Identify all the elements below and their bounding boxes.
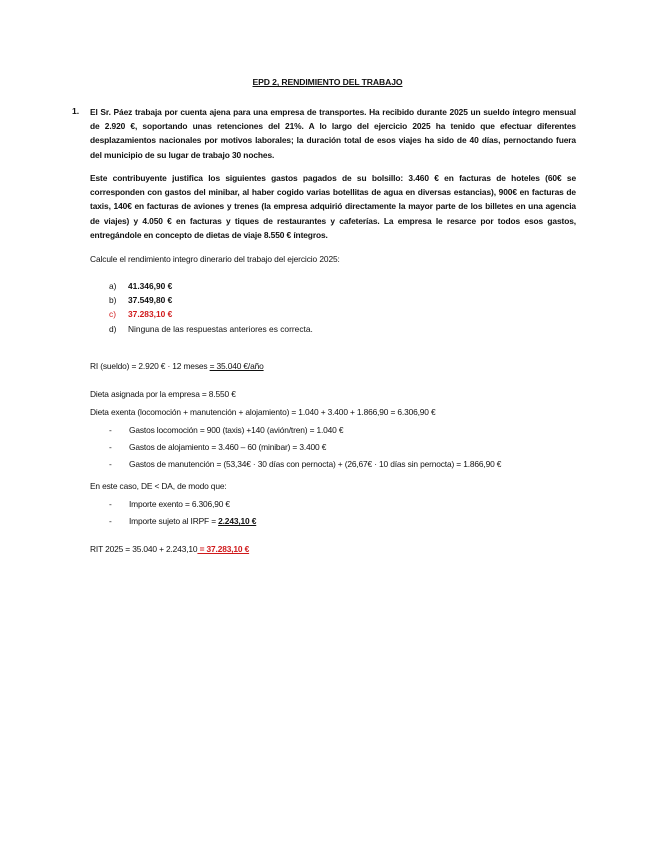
bullet-dash: - [109, 499, 112, 509]
document-title: EPD 2, RENDIMIENTO DEL TRABAJO [252, 77, 403, 87]
question-number: 1. [72, 106, 80, 116]
dieta-exenta: Dieta exenta (locomoción + manutención + alojamiento) = 1.040 + 3.400 + 1.866,90 = 6.306,90 € [90, 407, 436, 417]
option-c-correct [109, 307, 313, 321]
option-text: Ninguna de las respuestas anteriores es correcta. [128, 323, 313, 334]
option-d [109, 322, 313, 336]
question-statement: El Sr. Páez trabaja por cuenta ajena para una empresa de transportes. Ha recibido durante 2025 un sueldo íntegro mensual de 2.920 €, soportando unas retenciones del 21%. A lo largo del ejercicio 2025 ha tenido que efectuar diferentes desplazamientos nacionales por motivos laborales; la duración total de esos viajes ha sido de 40 días, pernoctando fuera del municipio de su lugar de trabajo 30 noches. [90, 107, 576, 160]
bullet-text [129, 516, 256, 526]
question-expenses: Este contribuyente justifica los siguientes gastos pagados de su bolsillo: 3.460 € en facturas de hoteles (60€ se corresponden con gastos del minibar, al haber cogido varias botellitas de agua en diversas estancias), 900€ en facturas de taxis, 140€ en facturas de aviones y trenes (la empresa adquirió directamente la mayor parte de los billetes en una agencia de viajes) y 4.050 € en facturas y tiques de restaurantes y cafeterías. La empresa le resarce por todos esos gastos, entregándole en concepto de dietas de viaje 8.550 € íntegros. [90, 173, 576, 240]
bullet-text: Importe exento = 6.306,90 € [129, 499, 230, 509]
option-label: d) [109, 323, 117, 334]
answer-options [109, 279, 313, 336]
option-b [109, 293, 313, 307]
bullet-dash: - [109, 459, 112, 469]
ri-formula: RI (sueldo) = 2.920 € · 12 meses [90, 361, 210, 371]
rit-line [90, 544, 249, 554]
ri-line [90, 361, 264, 371]
option-label: a) [109, 281, 117, 291]
bullet-text: Gastos locomoción = 900 (taxis) +140 (avión/tren) = 1.040 € [129, 425, 344, 435]
ri-result: = 35.040 €/año [209, 361, 264, 371]
bullet-dash: - [109, 442, 112, 452]
caso-line: En este caso, DE < DA, de modo que: [90, 481, 227, 491]
rit-result: = 37.283,10 € [197, 544, 250, 554]
option-text: 37.549,80 € [128, 295, 173, 306]
option-text: 37.283,10 € [128, 309, 173, 320]
bullet-dash: - [109, 516, 112, 526]
option-text: 41.346,90 € [128, 281, 173, 291]
bullet-text: Gastos de manutención = (53,34€ · 30 días con pernocta) + (26,67€ · 10 días sin pernocta) = 1.866,90 € [129, 459, 502, 469]
option-label: c) [109, 309, 116, 320]
importe-sujeto-value: 2.243,10 € [218, 516, 257, 526]
importe-sujeto-label: Importe sujeto al IRPF = [129, 516, 219, 526]
option-a [109, 279, 313, 293]
option-label: b) [109, 295, 117, 306]
bullet-dash: - [109, 425, 112, 435]
question-prompt: Calcule el rendimiento integro dinerario del trabajo del ejercicio 2025: [90, 254, 340, 264]
dieta-asignada: Dieta asignada por la empresa = 8.550 € [90, 389, 236, 399]
bullet-text: Gastos de alojamiento = 3.460 – 60 (minibar) = 3.400 € [129, 442, 327, 452]
rit-formula: RIT 2025 = 35.040 + 2.243,10 [90, 544, 198, 554]
